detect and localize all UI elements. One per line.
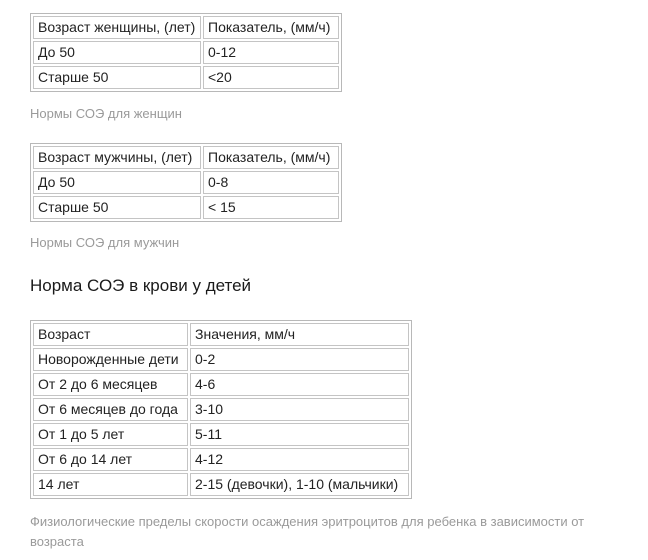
cell-value: 5-11 (190, 423, 409, 446)
men-norms-table-container (30, 143, 342, 222)
cell-age: От 6 до 14 лет (33, 448, 188, 471)
table-header-row (33, 323, 409, 346)
children-norms-table (30, 320, 412, 499)
women-norms-table (30, 13, 342, 92)
cell-value: 3-10 (190, 398, 409, 421)
table-row (33, 423, 409, 446)
cell-value: <20 (203, 66, 339, 89)
cell-value: 2-15 (девочки), 1-10 (мальчики) (190, 473, 409, 496)
cell-age: От 6 месяцев до года (33, 398, 188, 421)
header-cell-age: Возраст (33, 323, 188, 346)
cell-value: 4-6 (190, 373, 409, 396)
table-row (33, 398, 409, 421)
cell-age: От 2 до 6 месяцев (33, 373, 188, 396)
table-row (33, 448, 409, 471)
cell-age: До 50 (33, 41, 201, 64)
table-row (33, 171, 339, 194)
table-row (33, 196, 339, 219)
header-cell-value: Показатель, (мм/ч) (203, 146, 339, 169)
men-norms-table (30, 143, 342, 222)
table-header-row (33, 146, 339, 169)
cell-value: 0-12 (203, 41, 339, 64)
men-table-caption: Нормы СОЭ для мужчин (30, 235, 180, 250)
header-cell-age: Возраст мужчины, (лет) (33, 146, 201, 169)
header-cell-value: Значения, мм/ч (190, 323, 409, 346)
cell-age: Старше 50 (33, 196, 201, 219)
table-row (33, 66, 339, 89)
children-table-caption: Физиологические пределы скорости осаждения эритроцитов для ребенка в зависимости от возраста (30, 514, 585, 549)
table-row (33, 373, 409, 396)
cell-value: 0-2 (190, 348, 409, 371)
children-norms-table-container (30, 320, 412, 499)
cell-age: Старше 50 (33, 66, 201, 89)
cell-value: < 15 (203, 196, 339, 219)
cell-age: От 1 до 5 лет (33, 423, 188, 446)
cell-value: 4-12 (190, 448, 409, 471)
header-cell-value: Показатель, (мм/ч) (203, 16, 339, 39)
cell-age: До 50 (33, 171, 201, 194)
cell-age: 14 лет (33, 473, 188, 496)
women-table-caption: Нормы СОЭ для женщин (30, 106, 182, 121)
table-row (33, 473, 409, 496)
header-cell-age: Возраст женщины, (лет) (33, 16, 201, 39)
table-header-row (33, 16, 339, 39)
table-row (33, 348, 409, 371)
table-row (33, 41, 339, 64)
women-norms-table-container (30, 13, 342, 92)
children-section-heading: Норма СОЭ в крови у детей (30, 276, 252, 295)
cell-value: 0-8 (203, 171, 339, 194)
cell-age: Новорожденные дети (33, 348, 188, 371)
